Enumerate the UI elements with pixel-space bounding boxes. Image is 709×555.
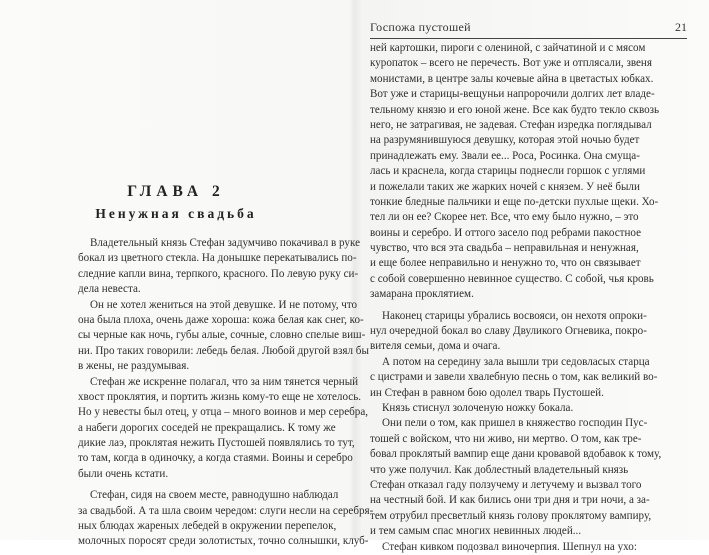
text-line: то там, когда в одиночку, а когда стаями. Воины и серебро — [78, 452, 353, 465]
text-line: тельному князю и его юной жене. Все как будто текло сквозь — [370, 103, 660, 116]
text-line: нул очередной бокал во славу Двуликого Огневика, покро- — [370, 325, 647, 338]
text-line: Вот уже и старицы-вещуньи напророчили долгих лет владе- — [370, 88, 655, 101]
text-line: него, не затрагивая, не задевая. Стефан изредка поглядывал — [370, 118, 652, 131]
text-line: Но у невесты был отец, у отца – много воинов и мер серебра, — [78, 406, 369, 419]
text-line: ней картошки, пироги с олениной, с зайчатиной и с мясом — [370, 42, 646, 54]
text-line: что уже получил. Как доблестный владетельный князь — [370, 463, 629, 476]
text-line: замарана проклятием. — [370, 288, 474, 301]
text-line: принадлежать ему. Звали ее... Роса, Росинка. Она смуща- — [370, 149, 640, 162]
text-line: дела невеста. — [78, 283, 141, 296]
text-line: Стефан же искренне полагал, что за ним тянется черный — [90, 375, 359, 388]
text-line: тем отрубил пресветлый князь голову проклятому вампиру, — [370, 509, 652, 522]
text-line: за свадьбой. А та шла своим чередом: слуги несли на серебря- — [78, 504, 374, 517]
text-line: она была плоха, очень даже хороша: кожа белая как снег, ко- — [78, 313, 364, 326]
text-line: с цистрами и завели хвалебную песнь о том, как великий во- — [370, 371, 658, 384]
text-line: на честный бой. И как бились они три дня и три ночи, а за- — [370, 494, 650, 507]
text-line: ин Стефан в равном бою одолел тварь Пустошей. — [370, 386, 604, 399]
text-line: Он не хотел жениться на этой девушке. И не потому, что — [90, 298, 358, 311]
text-line: ни. Про таких говорили: лебедь белая. Любой другой взял бы — [78, 344, 369, 357]
chapter-title: Ненужная свадьба — [95, 206, 257, 221]
right-page-text — [370, 41, 688, 555]
running-header — [370, 20, 687, 39]
text-line: тошей с войском, что ни живо, ни мертво. О том, как тре- — [370, 432, 642, 445]
text-line: и пожелали таких же жарких ночей с князем. У неё были — [370, 180, 640, 193]
text-line: ных блюдах жареных лебедей в окружении перепелок, — [78, 520, 337, 533]
text-line: в жены, не раздумывая. — [78, 360, 190, 373]
text-line: Стефан, сидя на своем месте, равнодушно наблюдал — [90, 489, 339, 502]
text-line: были очень кстати. — [78, 467, 169, 480]
text-line: Они пели о том, как пришел в княжество господин Пус- — [382, 417, 648, 430]
text-line: Стефан кивком подозвал виночерпия. Шепнул на ухо: — [382, 540, 637, 553]
running-title: Госпожа пустошей — [370, 20, 471, 34]
text-line: следние капли вина, терпкого, красного. По левую руку си- — [78, 267, 359, 280]
text-line: лась и краснела, когда старицы поднесли горшок с углями — [370, 165, 646, 178]
text-line: тел ли он ее? Скорее нет. Все, что ему было нужно, – это — [370, 211, 639, 224]
text-line: на разрумянившуюся девушку, которая этой ночью будет — [370, 134, 640, 147]
text-line: Князь стиснул золоченую ножку бокала. — [382, 401, 574, 414]
text-line: куропаток – всего не перечесть. Вот уже и отплясали, звеня — [370, 57, 652, 70]
text-line: и еще более неправильно и ненужно то, что он связывает — [370, 257, 641, 270]
text-line: дикие лаэ, проклятая нежить Пустошей появлялись то тут, — [78, 437, 355, 450]
left-page-text — [78, 236, 374, 550]
text-line: бовал проклятый вампир еще дани кровавой вдобавок к тому, — [370, 448, 662, 461]
right-page — [356, 0, 709, 553]
text-line: с собой совершенно невинное существо. С собой, чья кровь — [370, 272, 654, 285]
text-line: молочных поросят среди золотистых, точно солнышки, клуб- — [78, 535, 369, 548]
chapter-number: ГЛАВА 2 — [127, 183, 225, 200]
text-line: А потом на середину зала вышли три седовласых старца — [382, 355, 650, 368]
text-line: и тем самым спас многих невинных людей... — [370, 525, 582, 538]
text-line: вителя семьи, дома и очага. — [370, 340, 501, 353]
text-line: хвост проклятия, и портить жизнь кому-то еще не хотелось. — [78, 390, 362, 403]
text-line: Наконец старицы убрались восвояси, он нехотя опроки- — [382, 309, 647, 322]
text-line: воины и серебро. И оттого засело под ребрами пакостное — [370, 226, 642, 239]
text-line: монистами, в центре залы кочевые айна в цветастых юбках. — [370, 72, 654, 85]
text-line: Стефан отказал гаду ползучему и летучему и вызвал того — [370, 478, 642, 491]
text-line: бокал из цветного стекла. На донышке перекатывались по- — [78, 252, 357, 265]
text-line: а набеги дорогих соседей не прекращались. К тому же — [78, 421, 336, 434]
text-line: Владетельный князь Стефан задумчиво покачивал в руке — [90, 237, 361, 249]
text-line: чувство, что вся эта свадьба – неправильная и ненужная, — [370, 242, 639, 255]
text-line: тонкие бледные пальчики и еще по-детски пухлые щеки. Хо- — [370, 195, 659, 208]
page-number: 21 — [675, 20, 687, 34]
text-line: сы черные как ночь, губы алые, сочные, словно спелые виш- — [78, 329, 366, 342]
